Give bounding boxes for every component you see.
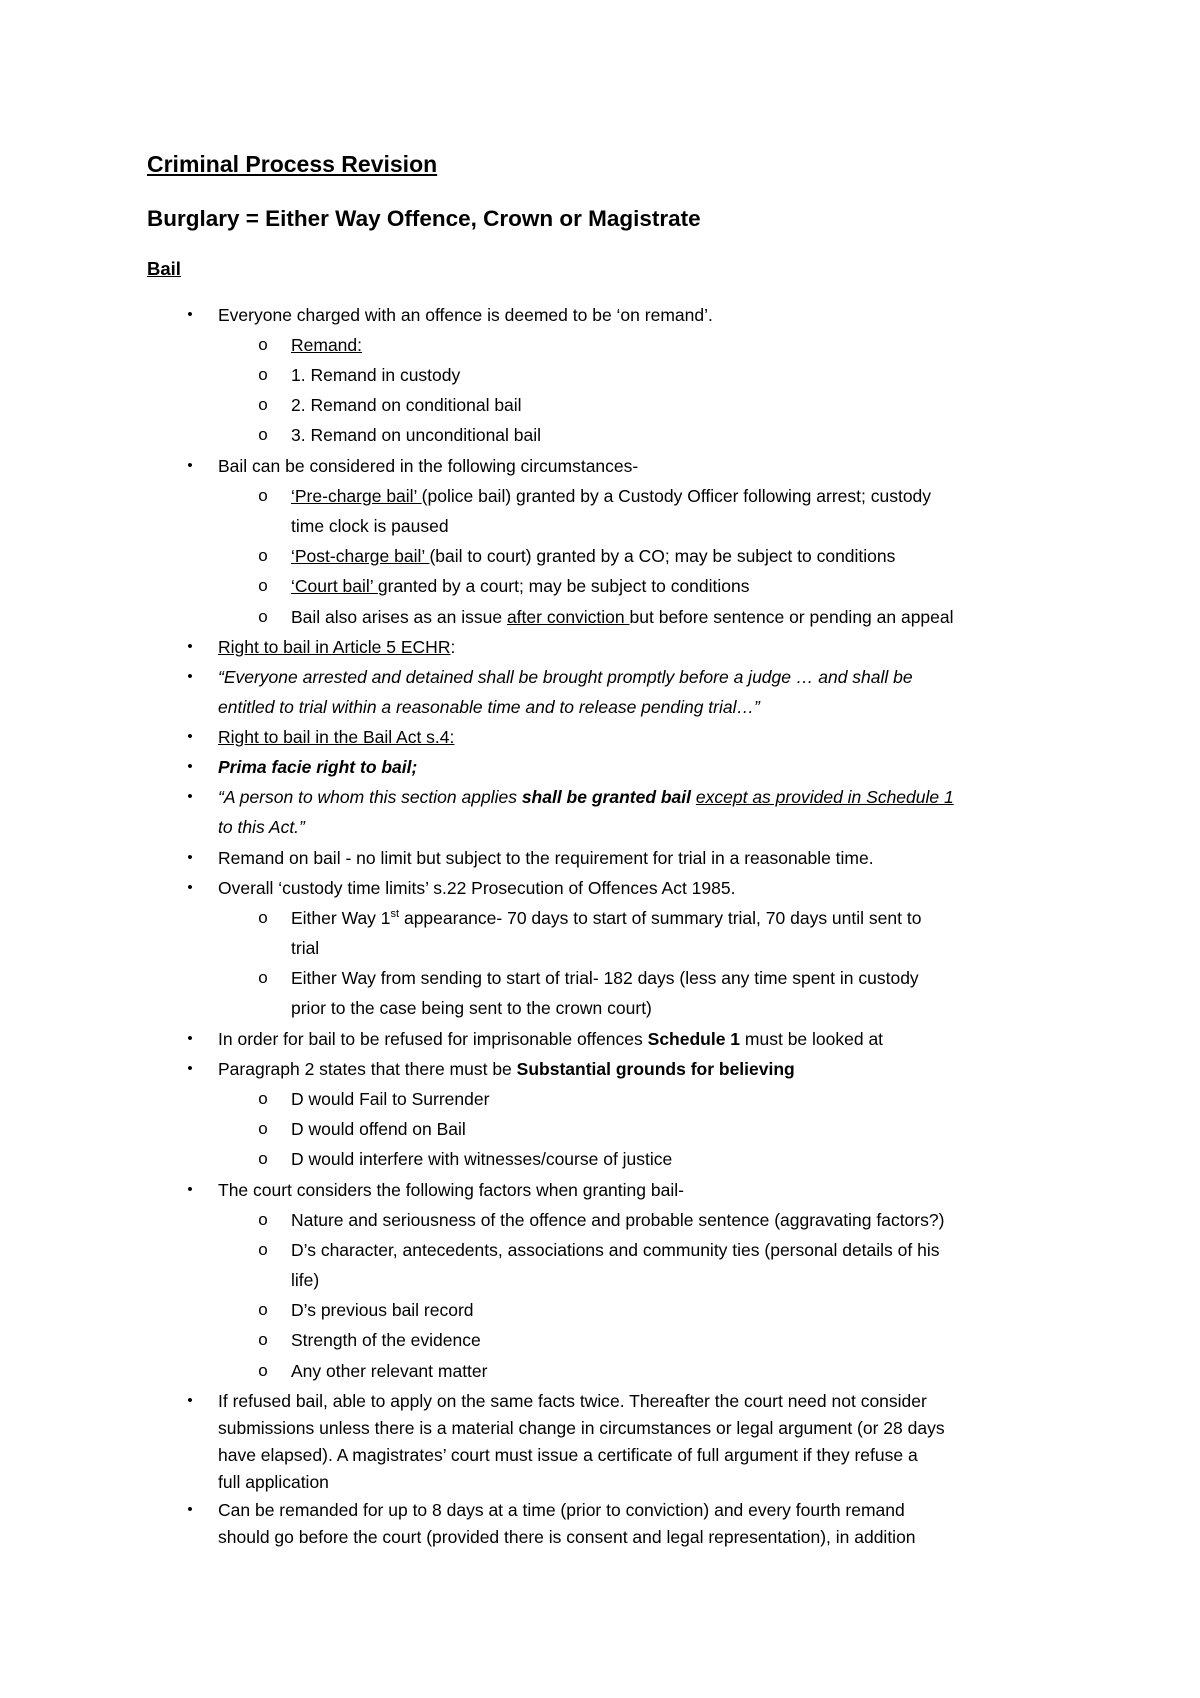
- text-run: full application: [218, 1472, 329, 1492]
- text-run: life): [291, 1270, 320, 1290]
- text-run: shall be granted bail: [521, 787, 692, 807]
- text-run: The court considers the following factors when granting bail-: [218, 1180, 684, 1200]
- bullet-text-continued: [218, 1525, 916, 1549]
- bullet-marker: •: [187, 849, 193, 866]
- text-run: except as provided in Schedule 1: [695, 787, 954, 807]
- sub-bullet-text: [291, 906, 921, 930]
- text-run: Either Way 1: [291, 908, 391, 928]
- bullet-text: [218, 785, 954, 809]
- sub-bullet-text: [291, 1208, 944, 1232]
- text-run: to this Act.”: [218, 817, 305, 837]
- sub-bullet-text-continued: [291, 936, 319, 960]
- text-run: submissions unless there is a material change in circumstances or legal argument (or 28 days: [218, 1418, 945, 1438]
- sub-bullet-text: [291, 605, 954, 629]
- sub-bullet-text: [291, 1359, 487, 1383]
- text-run: Either Way from sending to start of trial- 182 days (less any time spent in custody: [291, 968, 919, 988]
- bullet-text: [218, 1498, 905, 1522]
- bullet-text: [218, 635, 455, 659]
- text-run: ‘Post-charge bail’: [291, 546, 430, 566]
- text-run: time clock is paused: [291, 516, 449, 536]
- bullet-text-continued: [218, 815, 305, 839]
- sub-bullet-marker: o: [258, 968, 268, 987]
- text-run: Nature and seriousness of the offence and probable sentence (aggravating factors?): [291, 1210, 945, 1230]
- text-run: “A person to whom this section applies: [218, 787, 522, 807]
- sub-bullet-marker: o: [258, 425, 268, 444]
- text-run: (bail to court) granted by a CO; may be subject to conditions: [429, 546, 896, 566]
- sub-bullet-text: [291, 966, 919, 990]
- text-run: If refused bail, able to apply on the same facts twice. Thereafter the court need not consider: [218, 1391, 927, 1411]
- sub-bullet-text: [291, 1147, 672, 1171]
- bullet-marker: •: [187, 728, 193, 745]
- sub-bullet-text: [291, 1328, 481, 1352]
- document-title: Criminal Process Revision: [147, 151, 438, 177]
- text-run: D’s previous bail record: [291, 1300, 474, 1320]
- bullet-marker: •: [187, 668, 193, 685]
- bullet-marker: •: [187, 1060, 193, 1077]
- sub-bullet-marker: o: [258, 1089, 268, 1108]
- bullet-marker: •: [187, 1501, 193, 1518]
- sub-bullet-text: [291, 1238, 939, 1262]
- text-run: Right to bail in Article 5 ECHR: [218, 637, 451, 657]
- bullet-text: [218, 1027, 883, 1051]
- text-run: st: [390, 908, 400, 921]
- bullet-marker: •: [187, 1030, 193, 1047]
- text-run: 1. Remand in custody: [291, 365, 461, 385]
- bullet-text: [218, 725, 454, 749]
- text-run: Can be remanded for up to 8 days at a time (prior to conviction) and every fourth remand: [218, 1500, 905, 1520]
- text-run: entitled to trial within a reasonable time and to release pending trial…”: [218, 697, 760, 717]
- text-run: In order for bail to be refused for imprisonable offences: [218, 1029, 648, 1049]
- text-run: “Everyone arrested and detained shall be brought promptly before a judge … and shall be: [218, 667, 913, 687]
- sub-bullet-marker: o: [258, 1300, 268, 1319]
- sub-bullet-marker: o: [258, 1330, 268, 1349]
- bullet-text: [218, 1057, 795, 1081]
- text-run: Prima facie right to bail;: [218, 757, 418, 777]
- sub-bullet-marker: o: [258, 576, 268, 595]
- text-run: after conviction: [506, 607, 630, 627]
- document-subtitle: Burglary = Either Way Offence, Crown or Magistrate: [147, 206, 701, 231]
- bullet-text: [218, 846, 874, 870]
- sub-bullet-marker: o: [258, 486, 268, 505]
- sub-bullet-marker: o: [258, 1149, 268, 1168]
- text-run: Right to bail in the Bail Act s.4:: [218, 727, 455, 747]
- bullet-marker: •: [187, 788, 193, 805]
- text-run: Schedule 1: [647, 1029, 741, 1049]
- text-run: Overall ‘custody time limits’ s.22 Prosecution of Offences Act 1985.: [218, 878, 736, 898]
- sub-bullet-marker: o: [258, 1361, 268, 1380]
- sub-bullet-marker: o: [258, 335, 268, 354]
- text-run: Remand:: [291, 335, 363, 355]
- text-run: Paragraph 2 states that there must be: [218, 1059, 517, 1079]
- text-run: Everyone charged with an offence is deemed to be ‘on remand’.: [218, 305, 713, 325]
- bullet-text-continued: [218, 1416, 945, 1440]
- bullet-text-continued: [218, 695, 760, 719]
- text-run: Bail also arises as an issue: [291, 607, 507, 627]
- sub-bullet-marker: o: [258, 546, 268, 565]
- sub-bullet-marker: o: [258, 908, 268, 927]
- text-run: D would offend on Bail: [291, 1119, 466, 1139]
- sub-bullet-text: [291, 423, 541, 447]
- text-run: D would Fail to Surrender: [291, 1089, 490, 1109]
- sub-bullet-text: [291, 544, 895, 568]
- sub-bullet-text: [291, 393, 522, 417]
- text-run: D would interfere with witnesses/course of justice: [291, 1149, 673, 1169]
- bullet-marker: •: [187, 1392, 193, 1409]
- bullet-marker: •: [187, 457, 193, 474]
- sub-bullet-text-continued: [291, 1268, 319, 1292]
- text-run: ‘Pre-charge bail’: [291, 486, 422, 506]
- sub-bullet-text: [291, 1117, 466, 1141]
- text-run: ‘Court bail’: [291, 576, 378, 596]
- text-run: D’s character, antecedents, associations and community ties (personal details of his: [291, 1240, 940, 1260]
- text-run: should go before the court (provided there is consent and legal representation), in addition: [218, 1527, 916, 1547]
- text-run: Bail can be considered in the following circumstances-: [218, 456, 639, 476]
- bullet-text: [218, 1389, 927, 1413]
- bullet-marker: •: [187, 638, 193, 655]
- text-run: but before sentence or pending an appeal: [629, 607, 954, 627]
- bullet-text: [218, 876, 735, 900]
- sub-bullet-text-continued: [291, 996, 652, 1020]
- text-run: 2. Remand on conditional bail: [291, 395, 522, 415]
- bullet-text: [218, 665, 913, 689]
- text-run: :: [450, 637, 456, 657]
- text-run: (police bail) granted by a Custody Officer following arrest; custody: [421, 486, 932, 506]
- sub-bullet-marker: o: [258, 1210, 268, 1229]
- section-heading-bail: Bail: [147, 258, 181, 279]
- sub-bullet-text: [291, 1298, 474, 1322]
- text-run: trial: [291, 938, 320, 958]
- text-run: granted by a court; may be subject to conditions: [377, 576, 750, 596]
- bullet-marker: •: [187, 1181, 193, 1198]
- bullet-text-continued: [218, 1443, 918, 1467]
- sub-bullet-text-continued: [291, 514, 449, 538]
- sub-bullet-marker: o: [258, 1119, 268, 1138]
- sub-bullet-text: [291, 484, 931, 508]
- sub-bullet-marker: o: [258, 365, 268, 384]
- bullet-marker: •: [187, 879, 193, 896]
- sub-bullet-text: [291, 1087, 489, 1111]
- text-run: Substantial grounds for believing: [516, 1059, 795, 1079]
- sub-bullet-marker: o: [258, 1240, 268, 1259]
- sub-bullet-text: [291, 333, 362, 357]
- sub-bullet-marker: o: [258, 395, 268, 414]
- bullet-marker: •: [187, 306, 193, 323]
- sub-bullet-text: [291, 574, 750, 598]
- sub-bullet-text: [291, 363, 460, 387]
- text-run: Strength of the evidence: [291, 1330, 481, 1350]
- text-run: have elapsed). A magistrates’ court must issue a certificate of full argument if they refuse a: [218, 1445, 918, 1465]
- bullet-text: [218, 1178, 684, 1202]
- text-run: 3. Remand on unconditional bail: [291, 425, 542, 445]
- text-run: appearance- 70 days to start of summary trial, 70 days until sent to: [399, 908, 922, 928]
- text-run: must be looked at: [740, 1029, 884, 1049]
- bullet-text: [218, 454, 638, 478]
- bullet-text: [218, 303, 713, 327]
- text-run: Any other relevant matter: [291, 1361, 488, 1381]
- text-run: Remand on bail - no limit but subject to the requirement for trial in a reasonable time.: [218, 848, 874, 868]
- bullet-marker: •: [187, 758, 193, 775]
- sub-bullet-marker: o: [258, 607, 268, 626]
- bullet-text-continued: [218, 1470, 329, 1494]
- text-run: prior to the case being sent to the crown court): [291, 998, 652, 1018]
- bullet-text: [218, 755, 417, 779]
